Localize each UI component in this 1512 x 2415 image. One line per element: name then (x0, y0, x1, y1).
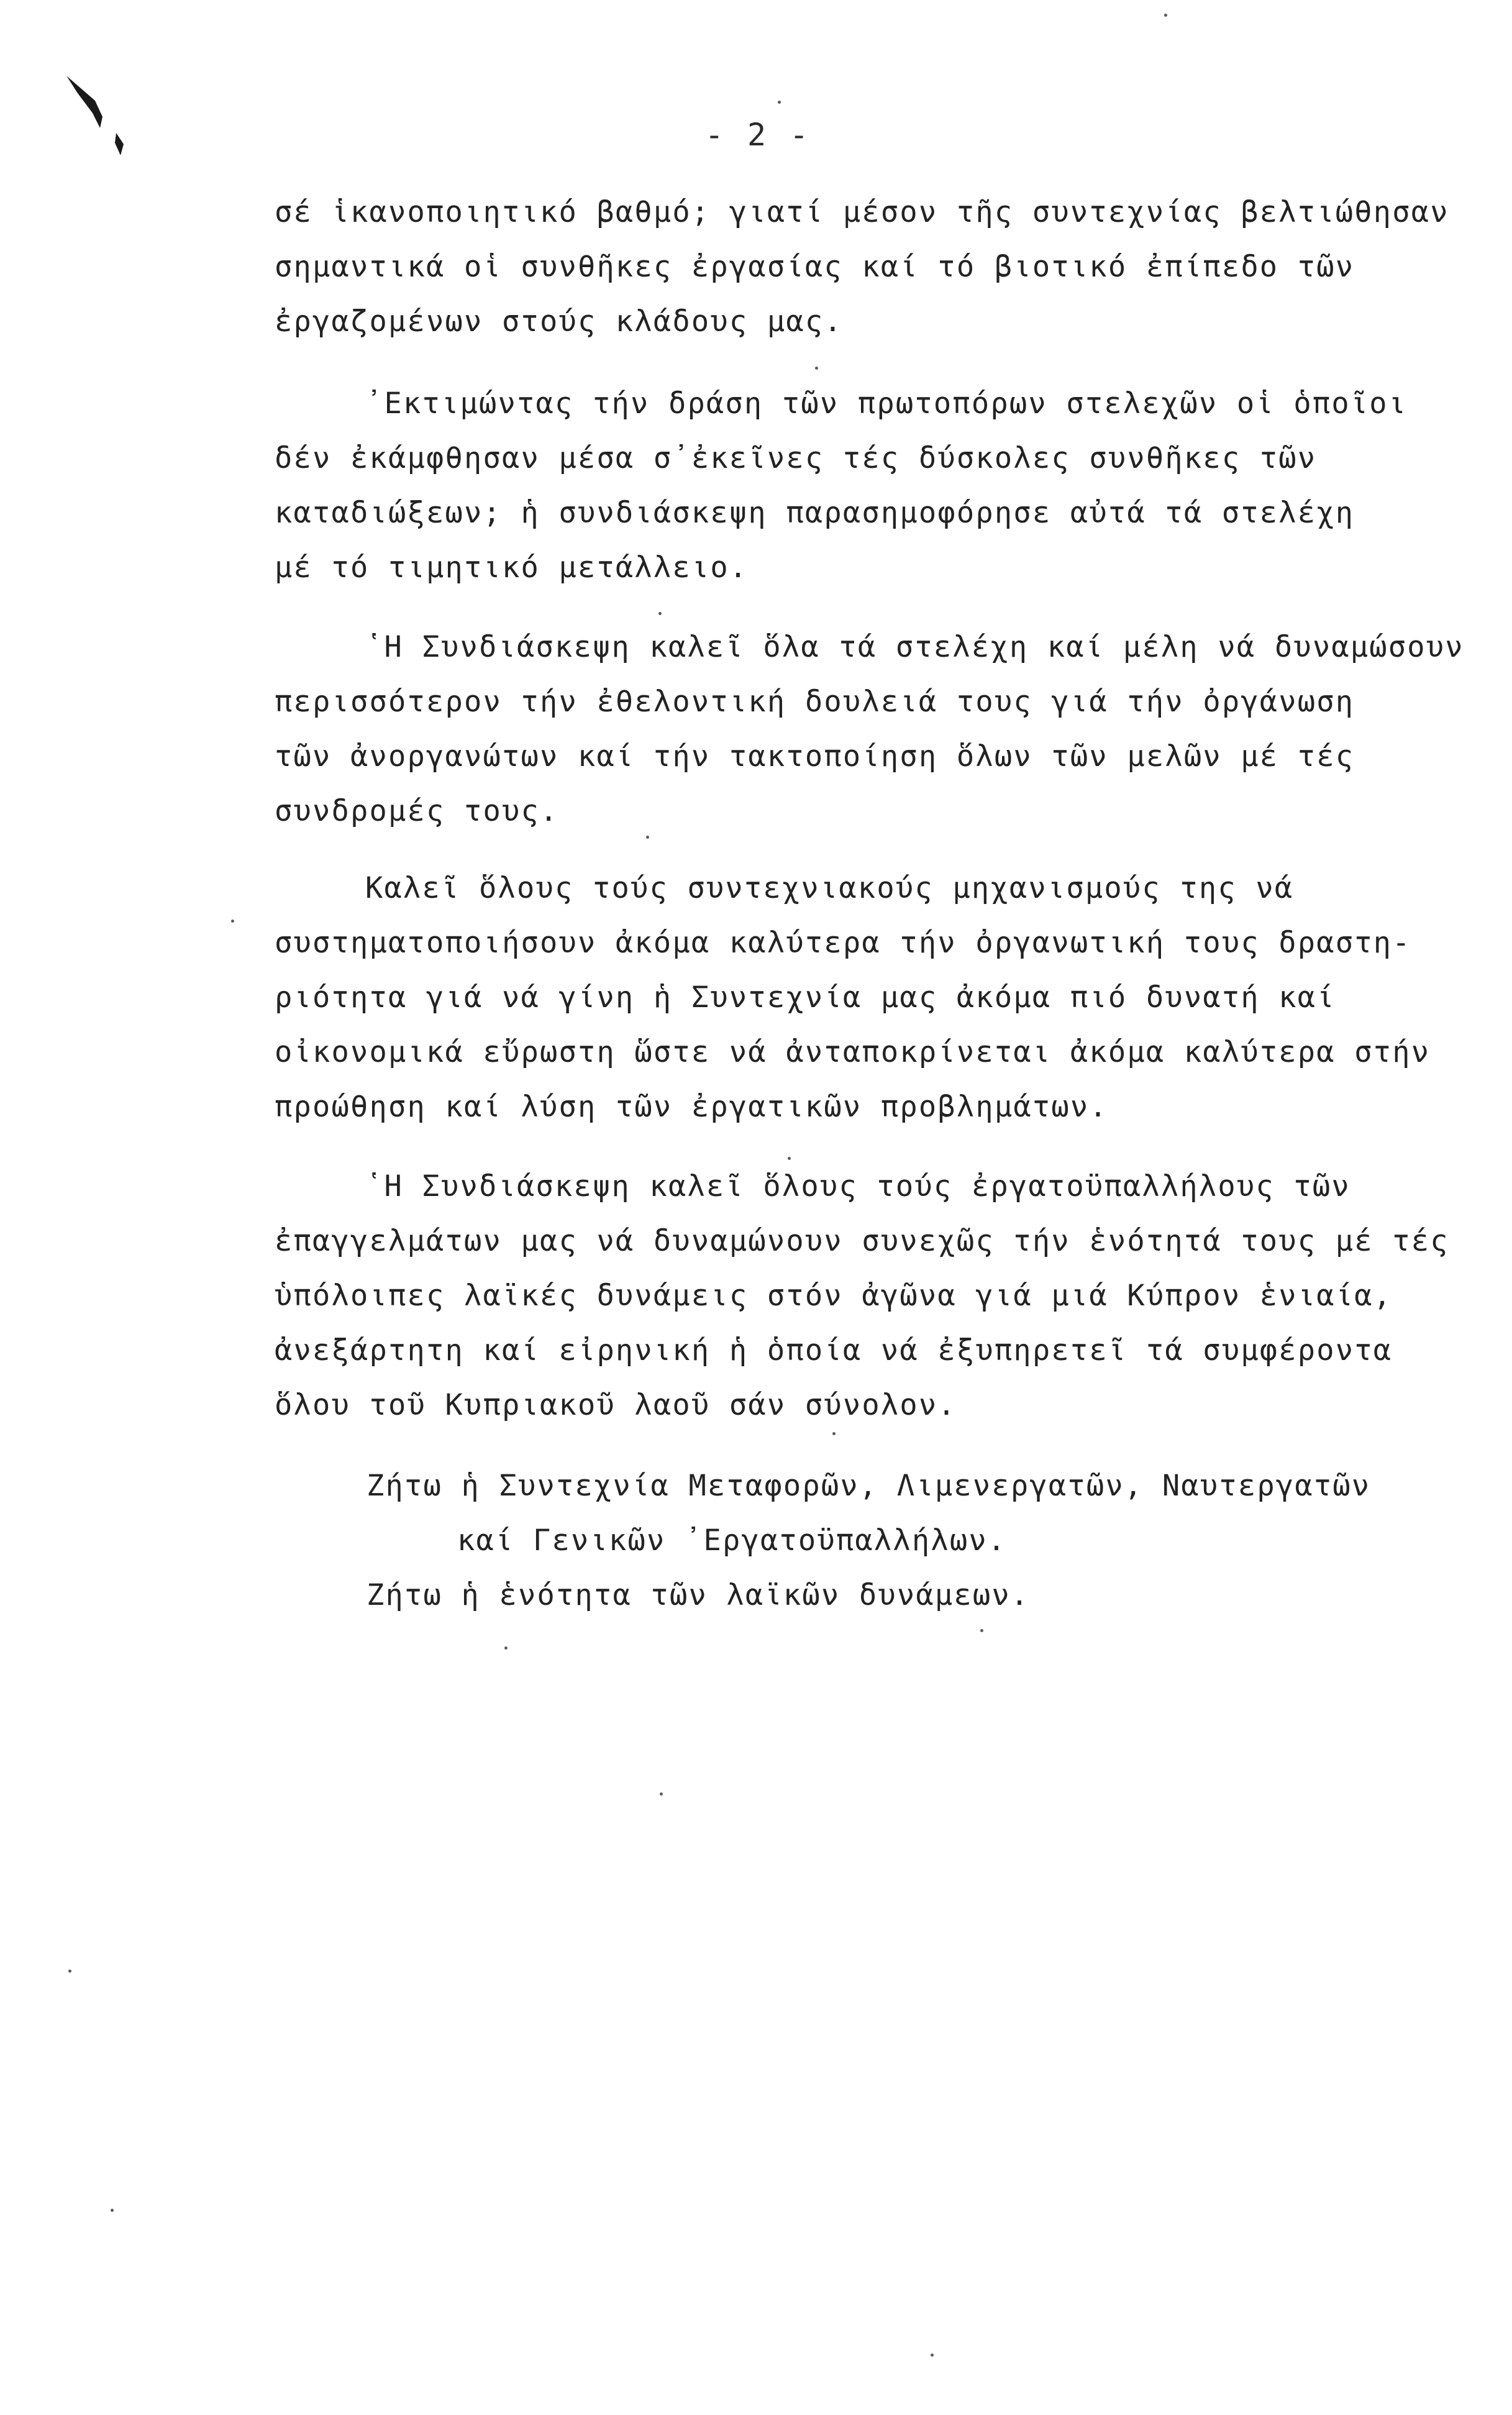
text-line: ὅλου τοῦ Κυπριακοῦ λαοῦ σάν σύνολον. (275, 1388, 957, 1422)
text-line: μέ τό τιμητικό μετάλλειο. (275, 550, 749, 585)
text-line: ῾Η Συνδιάσκεψη καλεῖ ὅλους τούς ἐργατοϋπαλλήλους τῶν (365, 1169, 1350, 1203)
text-line: ριότητα γιά νά γίνη ἡ Συντεχνία μας ἀκόμα πιό δυνατή καί (275, 980, 1336, 1015)
scan-speck (111, 2209, 114, 2212)
scan-speck (660, 1792, 663, 1796)
scan-speck (832, 1432, 836, 1435)
text-line: οἰκονομικά εὔρωστη ὥστε νά ἀνταποκρίνεται ἀκόμα καλύτερα στήν (275, 1035, 1431, 1069)
text-line: ἐπαγγελμάτων μας νά δυναμώνουν συνεχῶς τήν ἑνότητά τους μέ τές (275, 1224, 1449, 1258)
scan-speck (778, 101, 781, 104)
scan-speck (815, 367, 818, 370)
text-line: συστηματοποιήσουν ἀκόμα καλύτερα τήν ὀργανωτική τους δραστη- (275, 926, 1411, 960)
text-line: περισσότερον τήν ἐθελοντική δουλειά τους γιά τήν ὀργάνωση (275, 685, 1355, 719)
scan-speck (1164, 14, 1167, 17)
scan-speck (658, 612, 662, 615)
scan-speck (931, 2353, 934, 2357)
closing-line: Ζήτω ἡ Συντεχνία Μεταφορῶν, Λιμενεργατῶν, Ναυτεργατῶν (367, 1469, 1371, 1503)
closing-line: καί Γενικῶν ᾽Εργατοϋπαλλήλων. (457, 1523, 1007, 1558)
text-line: σέ ἱκανοποιητικό βαθμό; γιατί μέσον τῆς συντεχνίας βελτιώθησαν (275, 195, 1449, 229)
page-number: - 2 - (704, 117, 811, 153)
text-line: ἐργαζομένων στούς κλάδους μας. (275, 304, 843, 339)
scan-speck (646, 836, 649, 839)
text-line: προώθηση καί λύση τῶν ἐργατικῶν προβλημάτων. (275, 1090, 1108, 1124)
text-line: ἀνεξάρτητη καί εἰρηνική ἡ ὁποία νά ἐξυπηρετεῖ τά συμφέροντα (275, 1333, 1393, 1367)
text-line: συνδρομές τους. (275, 794, 559, 828)
scan-speck (504, 1646, 508, 1650)
text-line: ὑπόλοιπες λαϊκές δυνάμεις στόν ἀγῶνα γιά μιά Κύπρον ἑνιαία, (275, 1279, 1393, 1313)
text-line: Καλεῖ ὅλους τούς συντεχνιακούς μηχανισμούς της νά (365, 871, 1294, 905)
scan-speck (980, 1629, 983, 1632)
text-line: ᾽Εκτιμώντας τήν δράση τῶν πρωτοπόρων στελεχῶν οἱ ὁποῖοι (365, 386, 1408, 421)
scan-speck (231, 920, 234, 923)
text-line: σημαντικά οἱ συνθῆκες ἐργασίας καί τό βιοτικό ἐπίπεδο τῶν (275, 250, 1355, 284)
text-line: δέν ἐκάμφθησαν μέσα σ᾽ἐκεῖνες τές δύσκολες συνθῆκες τῶν (275, 441, 1317, 475)
text-line: ῾Η Συνδιάσκεψη καλεῖ ὅλα τά στελέχη καί μέλη νά δυναμώσουν (365, 630, 1464, 664)
scan-speck (68, 1970, 71, 1973)
text-line: καταδιώξεων; ἡ συνδιάσκεψη παρασημοφόρησε αὐτά τά στελέχη (275, 496, 1355, 530)
closing-line: Ζήτω ἡ ἑνότητα τῶν λαϊκῶν δυνάμεων. (367, 1578, 1030, 1612)
text-line: τῶν ἀνοργανώτων καί τήν τακτοποίηση ὅλων τῶν μελῶν μέ τές (275, 739, 1355, 774)
corner-ink-mark (59, 68, 134, 162)
scan-speck (788, 1157, 791, 1160)
